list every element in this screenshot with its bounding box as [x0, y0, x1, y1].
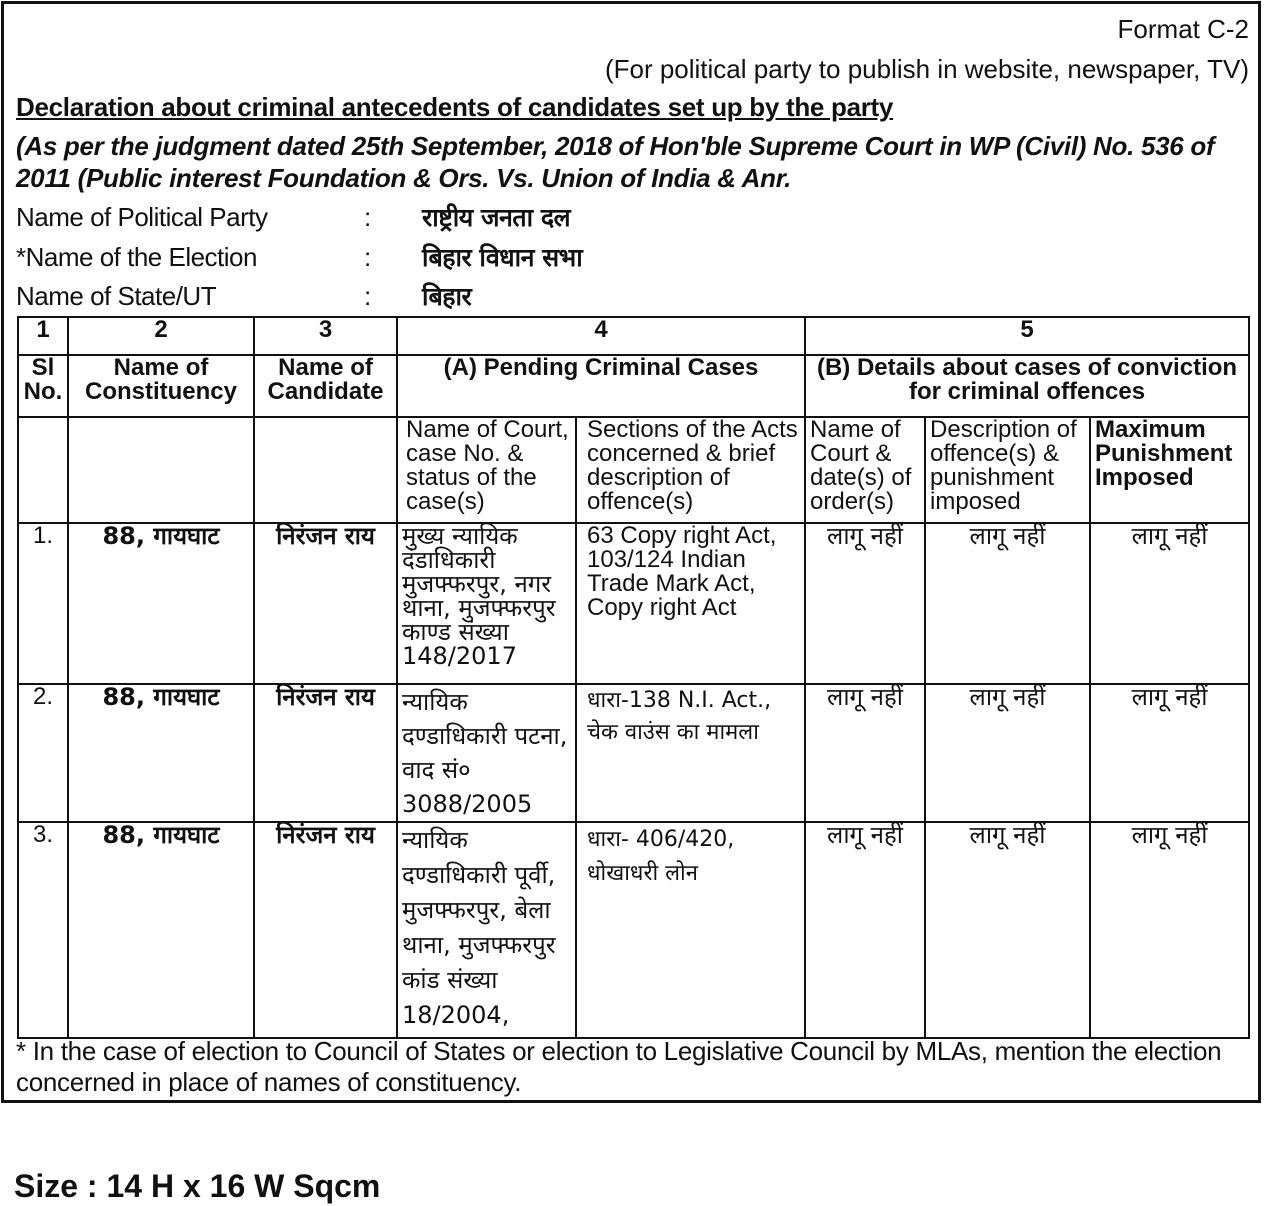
col-number: 2	[68, 317, 254, 355]
antecedents-table	[17, 316, 1250, 1039]
row-description: लागू नहीं	[925, 684, 1090, 822]
empty-cell	[254, 417, 397, 523]
row-court-date: लागू नहीं	[805, 822, 925, 1038]
row-sections: धारा-138 N.I. Act., चेक वाउंस का मामला	[576, 684, 805, 822]
row-sl: 1.	[18, 523, 68, 684]
header-constituency: Name of Constituency	[68, 355, 254, 417]
format-label: Format C-2	[1117, 14, 1249, 44]
judgment-reference: (As per the judgment dated 25th September, 2018 of Hon'ble Supreme Court in WP (Civil) No. 536 of 2011 (Public interest Foundation & Ors. Vs. Union of India & Anr.	[16, 131, 1215, 193]
meta-colon: :	[364, 202, 371, 232]
row-description: लागू नहीं	[925, 523, 1090, 684]
row-candidate: निरंजन राय	[254, 684, 397, 822]
row-max-punishment: लागू नहीं	[1090, 822, 1249, 1038]
header-candidate: Name of Candidate	[254, 355, 397, 417]
column-number-row	[18, 317, 1249, 355]
row-court-case: न्यायिक दण्डाधिकारी पूर्वी, मुजफ्फरपुर, बेला थाना, मुजफ्फरपुर कांड संख्या 18/2004,	[397, 822, 576, 1038]
declaration-title: Declaration about criminal antecedents of candidates set up by the party	[16, 92, 894, 122]
row-description: लागू नहीं	[925, 822, 1090, 1038]
size-note: Size : 14 H x 16 W Sqcm	[14, 1168, 381, 1204]
meta-label: *Name of the Election	[16, 242, 257, 272]
row-court-case: मुख्य न्यायिक दंडाधिकारी मुजफ्फरपुर, नगर थाना, मुजफ्फरपुर काण्ड संख्या 148/2017	[397, 523, 576, 684]
table-row	[18, 822, 1249, 1038]
row-constituency: 88, गायघाट	[68, 684, 254, 822]
row-candidate: निरंजन राय	[254, 822, 397, 1038]
row-sl: 2.	[18, 684, 68, 822]
header-row	[18, 355, 1249, 417]
meta-election	[16, 240, 582, 274]
purpose-note: (For political party to publish in website, newspaper, TV)	[604, 54, 1249, 84]
row-candidate: निरंजन राय	[254, 523, 397, 684]
subheader-description: Description of offence(s) & punishment imposed	[925, 417, 1090, 523]
row-constituency: 88, गायघाट	[68, 822, 254, 1038]
meta-state	[16, 279, 471, 313]
subheader-row	[18, 417, 1249, 523]
row-court-date: लागू नहीं	[805, 523, 925, 684]
row-sl: 3.	[18, 822, 68, 1038]
row-sections: 63 Copy right Act, 103/124 Indian Trade Mark Act, Copy right Act	[576, 523, 805, 684]
meta-colon: :	[364, 281, 371, 311]
table-row	[18, 684, 1249, 822]
subheader-court-case: Name of Court, case No. & status of the case(s)	[397, 417, 576, 523]
row-court-case: न्यायिक दण्डाधिकारी पटना, वाद सं० 3088/2005	[397, 684, 576, 822]
col-number: 5	[805, 317, 1249, 355]
row-constituency: 88, गायघाट	[68, 523, 254, 684]
subheader-max-punishment: Maximum Punishment Imposed	[1090, 417, 1249, 523]
header-sl: Sl No.	[18, 355, 68, 417]
col-number: 3	[254, 317, 397, 355]
meta-colon: :	[364, 242, 371, 272]
meta-value: बिहार विधान सभा	[422, 243, 583, 272]
header-conviction-cases: (B) Details about cases of conviction for criminal offences	[805, 355, 1249, 417]
meta-label: Name of Political Party	[16, 202, 268, 232]
meta-party	[16, 200, 570, 234]
subheader-court-date: Name of Court & date(s) of order(s)	[805, 417, 925, 523]
row-court-date: लागू नहीं	[805, 684, 925, 822]
empty-cell	[68, 417, 254, 523]
meta-value: बिहार	[422, 282, 472, 311]
col-number: 1	[18, 317, 68, 355]
table-row	[18, 523, 1249, 684]
meta-label: Name of State/UT	[16, 281, 217, 311]
header-pending-cases: (A) Pending Criminal Cases	[397, 355, 805, 417]
row-max-punishment: लागू नहीं	[1090, 684, 1249, 822]
col-number: 4	[397, 317, 805, 355]
footnote: * In the case of election to Council of States or election to Legislative Council by MLAs, mention the election concerned in place of names of constituency.	[16, 1036, 1222, 1097]
row-max-punishment: लागू नहीं	[1090, 523, 1249, 684]
row-sections: धारा- 406/420, धोखाधरी लोन	[576, 822, 805, 1038]
empty-cell	[18, 417, 68, 523]
meta-value: राष्ट्रीय जनता दल	[422, 203, 571, 232]
subheader-sections: Sections of the Acts concerned & brief description of offence(s)	[576, 417, 805, 523]
